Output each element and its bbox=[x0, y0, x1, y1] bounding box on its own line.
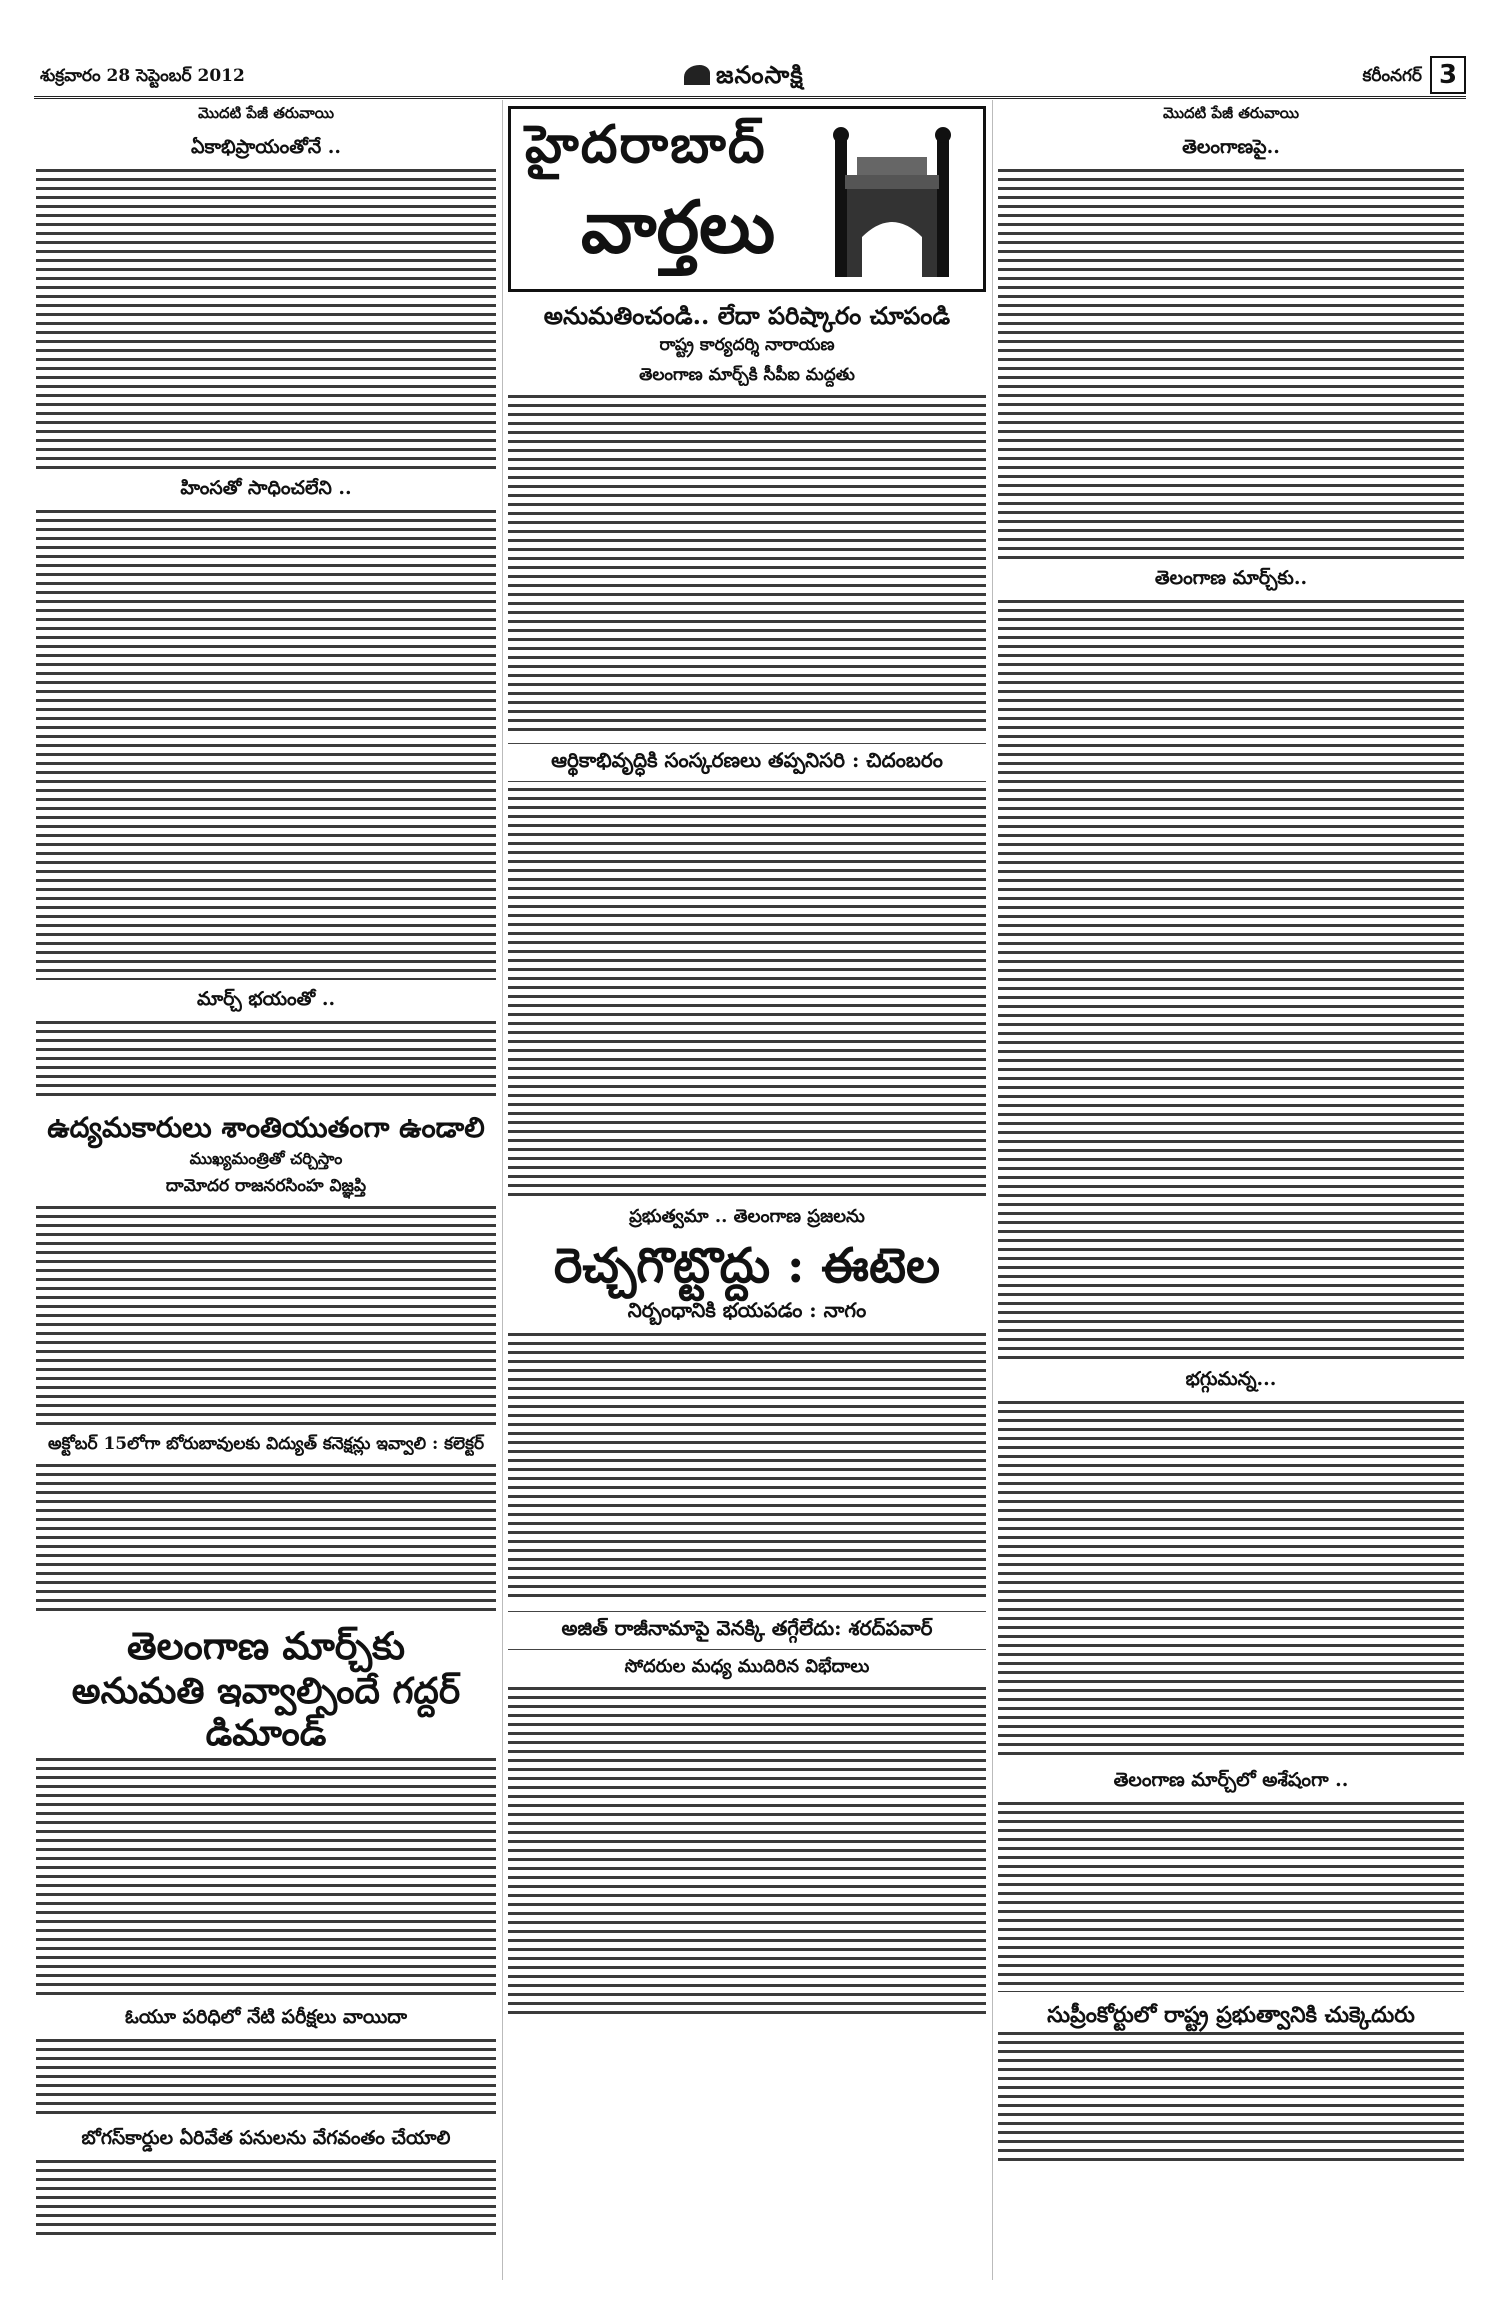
article-headline: తెలంగాణ మార్చ్‌లో అశేషంగా .. bbox=[1113, 1769, 1349, 1791]
column-left bbox=[36, 100, 496, 2248]
page-number: 3 bbox=[1430, 56, 1466, 94]
masthead bbox=[684, 60, 804, 95]
article-body bbox=[998, 2032, 1464, 2162]
article-byline: దామోదర రాజనరసింహ విజ్ఞప్తి bbox=[165, 1175, 367, 1196]
article-body bbox=[998, 1802, 1464, 1992]
article-headline: తెలంగాణపై.. bbox=[1182, 136, 1280, 158]
article-subheadline: తెలంగాణ మార్చ్‌కి సీపీఐ మద్దతు bbox=[639, 364, 855, 385]
article-headline: ఉద్యమకారులు శాంతియుతంగా ఉండాలి bbox=[47, 1111, 485, 1144]
article-body bbox=[36, 1206, 496, 1426]
article-body bbox=[998, 1401, 1464, 1761]
article-body bbox=[508, 395, 986, 735]
article-subheadline: నిర్బంధానికి భయపడం : నాగం bbox=[627, 1297, 867, 1322]
article-headline: ఆర్థికాభివృద్ధికి సంస్కరణలు తప్పనిసరి : చిదంబరం bbox=[508, 743, 986, 782]
article-body bbox=[36, 1021, 496, 1101]
article-body bbox=[36, 169, 496, 469]
masthead-title: జనంసాక్షి bbox=[716, 60, 804, 89]
article-subheadline: రాష్ట్ర కార్యదర్శి నారాయణ bbox=[659, 334, 835, 355]
article-body bbox=[508, 1687, 986, 2017]
continued-kicker: మొదటి పేజీ తరువాయి bbox=[197, 104, 335, 122]
article-headline: ఏకాభిప్రాయంతోనే .. bbox=[190, 136, 341, 158]
header-date: శుక్రవారం 28 సెప్టెంబర్ 2012 bbox=[40, 66, 245, 86]
article-body bbox=[36, 510, 496, 980]
article-body bbox=[508, 1333, 986, 1603]
article-kicker: ప్రభుత్వమా .. తెలంగాణ ప్రజలను bbox=[629, 1205, 865, 1227]
article-body bbox=[998, 600, 1464, 1360]
article-headline: అక్టోబర్ 15లోగా బోరుబావులకు విద్యుత్ కనెక్షన్లు ఇవ్వాలి : కలెక్టర్ bbox=[47, 1433, 485, 1454]
article-headline: తెలంగాణ మార్చ్‌కు.. bbox=[1154, 567, 1308, 589]
section-flag-title: హైదరాబాద్ bbox=[525, 114, 767, 175]
article-headline: సుప్రీంకోర్టులో రాష్ట్ర ప్రభుత్వానికి చుక్కెదురు bbox=[1047, 2002, 1415, 2028]
article-headline: రెచ్చగొట్టొద్దు : ఈటెల bbox=[553, 1237, 941, 1294]
article-headline: తెలంగాణ మార్చ్‌కు bbox=[127, 1622, 405, 1668]
section-flag-subtitle: వార్తలు bbox=[581, 184, 776, 269]
article-headline: ఓయూ పరిధిలో నేటి పరీక్షలు వాయిదా bbox=[124, 2006, 408, 2029]
charminar-illustration-icon bbox=[817, 127, 967, 277]
header-city: కరీంనగర్ bbox=[1362, 66, 1422, 86]
column-rule bbox=[992, 100, 993, 2280]
article-body bbox=[36, 2160, 496, 2240]
masthead-logo-icon bbox=[684, 65, 710, 85]
column-right bbox=[998, 100, 1464, 2170]
article-body bbox=[998, 169, 1464, 559]
article-body bbox=[36, 1758, 496, 1998]
hyderabad-news-section-flag bbox=[508, 106, 986, 292]
article-subheadline: సోదరుల మధ్య ముదిరిన విభేదాలు bbox=[624, 1655, 870, 1677]
article-body bbox=[508, 788, 986, 1198]
article-subheadline: ముఖ్యమంత్రితో చర్చిస్తాం bbox=[189, 1148, 343, 1168]
article-headline: అనుమతించండి.. లేదా పరిష్కారం చూపండి bbox=[543, 301, 951, 330]
article-headline: మార్చ్ భయంతో .. bbox=[196, 988, 336, 1010]
article-headline: హింసతో సాధించలేని .. bbox=[180, 477, 352, 499]
column-rule bbox=[502, 100, 503, 2280]
column-center bbox=[508, 100, 986, 2025]
article-body bbox=[36, 2039, 496, 2119]
article-headline: బోగస్‌కార్డుల ఏరివేత పనులను వేగవంతం చేయాలి bbox=[81, 2127, 451, 2150]
continued-kicker: మొదటి పేజీ తరువాయి bbox=[1162, 104, 1300, 122]
article-headline: అజిత్ రాజీనామాపై వెనక్కి తగ్గేలేదు: శరద్‌పవార్ bbox=[508, 1611, 986, 1650]
article-headline: అనుమతి ఇవ్వాల్సిందే గద్దర్ డిమాండ్ bbox=[71, 1670, 461, 1754]
article-headline: భగ్గుమన్న... bbox=[1185, 1368, 1277, 1390]
article-body bbox=[36, 1464, 496, 1614]
page-header bbox=[34, 56, 1466, 99]
